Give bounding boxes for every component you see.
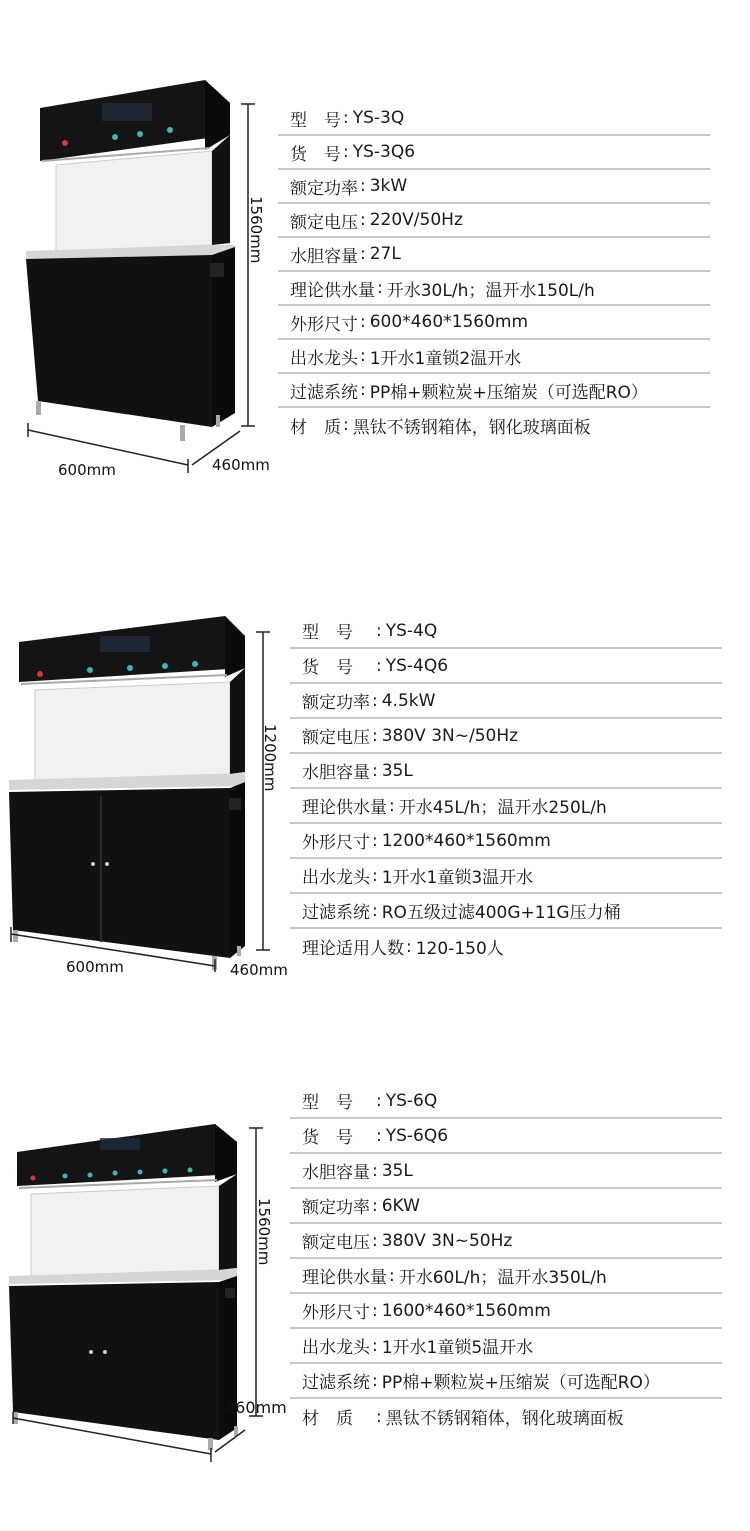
spec-row: 额定功率 : 4.5kW [290,684,722,719]
spec-value: YS-3Q6 [352,142,416,162]
spec-table-1 [278,102,710,442]
spec-label: 货 号 [302,658,353,678]
spec-value: 3kW [369,176,408,196]
water-dispenser-illustration [20,75,250,475]
height-label: 1200mm [261,724,279,792]
spec-row: 型 号 : YS-4Q [290,614,722,649]
water-dispenser-illustration [5,612,255,972]
spec-row: 出水龙头 : 1开水1童锁5温开水 [290,1329,722,1364]
spec-row: 出水龙头 : 1开水1童锁2温开水 [278,340,710,374]
spec-row: 理论适用人数 : 120-150人 [290,929,722,964]
spec-label: 额定功率 [290,178,358,199]
spec-value: 35L [381,1160,413,1181]
spec-value: 6KW [381,1195,420,1216]
spec-value: 27L [369,244,401,264]
spec-row: 出水龙头 : 1开水1童锁3温开水 [290,859,722,894]
depth-label: 460mm [230,961,288,979]
spec-value: PP棉+颗粒炭+压缩炭（可选配RO） [369,382,648,403]
spec-row: 外形尺寸 : 1600*460*1560mm [290,1294,722,1329]
spec-label: 过滤系统 [290,382,358,403]
width-label: 600mm [66,958,124,976]
spec-label: 水胆容量 [302,1163,370,1183]
width-label: 1600mm [68,1400,140,1419]
product-section-2 [0,600,750,1000]
spec-row: 额定功率 : 3kW [278,170,710,204]
spec-row: 材 质 : 黑钛不锈钢箱体，钢化玻璃面板 [278,408,710,442]
spec-row: 过滤系统 : PP棉+颗粒炭+压缩炭（可选配RO） [278,374,710,408]
spec-row: 材 质 : 黑钛不锈钢箱体，钢化玻璃面板 [290,1399,722,1434]
height-label: 1560mm [255,1198,273,1266]
spec-label: 额定功率 [302,1198,370,1218]
spec-value: 黑钛不锈钢箱体，钢化玻璃面板 [385,1409,624,1429]
spec-row: 货 号 : YS-3Q6 [278,136,710,170]
spec-label: 理论供水量 [302,798,387,818]
spec-label: 型 号 [290,110,341,131]
spec-value: 380V 3N~50Hz [381,1230,513,1251]
spec-label: 额定电压 [302,728,370,748]
product-section-1 [0,0,750,500]
spec-row: 型 号 : YS-6Q [290,1084,722,1119]
spec-row: 水胆容量 : 35L [290,1154,722,1189]
spec-label: 货 号 [290,144,341,165]
spec-row: 货 号 : YS-6Q6 [290,1119,722,1154]
spec-row: 型 号 : YS-3Q [278,102,710,136]
height-dimension-line [238,100,258,430]
spec-row: 过滤系统 : PP棉+颗粒炭+压缩炭（可选配RO） [290,1364,722,1399]
spec-label: 出水龙头 [302,1338,370,1358]
spec-value: 1600*460*1560mm [381,1300,551,1321]
spec-value: YS-6Q [385,1090,438,1111]
spec-row: 额定电压 : 380V 3N~50Hz [290,1224,722,1259]
spec-label: 型 号 [302,1093,353,1113]
spec-label: 额定电压 [302,1233,370,1253]
spec-value: 开水30L/h；温开水150L/h [386,280,595,301]
spec-value: 380V 3N~/50Hz [381,725,519,746]
spec-row: 理论供水量 : 开水45L/h；温开水250L/h [290,789,722,824]
spec-value: 600*460*1560mm [369,312,529,332]
spec-table-3 [290,1084,722,1434]
spec-label: 材 质 [290,417,341,438]
spec-label: 额定电压 [290,212,358,233]
spec-row: 理论供水量 : 开水60L/h；温开水350L/h [290,1259,722,1294]
spec-value: 开水60L/h；温开水350L/h [398,1268,607,1288]
spec-value: 开水45L/h；温开水250L/h [398,798,607,818]
spec-label: 理论供水量 [290,280,375,301]
spec-row: 外形尺寸 : 600*460*1560mm [278,306,710,340]
spec-value: YS-3Q [352,108,405,128]
spec-value: RO五级过滤400G+11G压力桶 [381,903,621,923]
spec-label: 外形尺寸 [302,833,370,853]
spec-label: 型 号 [302,623,353,643]
spec-value: 220V/50Hz [369,210,463,230]
spec-label: 外形尺寸 [290,314,358,335]
spec-label: 水胆容量 [302,763,370,783]
spec-row: 货 号 : YS-4Q6 [290,649,722,684]
width-label: 600mm [58,461,116,479]
spec-value: 35L [381,760,413,781]
spec-row: 外形尺寸 : 1200*460*1560mm [290,824,722,859]
spec-value: YS-6Q6 [385,1125,449,1146]
spec-label: 水胆容量 [290,246,358,267]
spec-value: 1开水1童锁3温开水 [381,868,534,888]
spec-value: 1开水1童锁2温开水 [369,348,522,369]
depth-label: 460mm [212,456,270,474]
height-label: 1560mm [247,196,265,264]
spec-label: 理论供水量 [302,1268,387,1288]
spec-value: 黑钛不锈钢箱体，钢化玻璃面板 [352,417,591,438]
spec-label: 出水龙头 [302,868,370,888]
spec-label: 过滤系统 [302,1373,370,1393]
spec-label: 货 号 [302,1128,353,1148]
spec-label: 过滤系统 [302,903,370,923]
spec-row: 水胆容量 : 35L [290,754,722,789]
spec-value: 120-150人 [415,939,504,959]
height-dimension-line [246,1124,266,1420]
spec-value: 1开水1童锁5温开水 [381,1338,534,1358]
spec-row: 理论供水量 : 开水30L/h；温开水150L/h [278,272,710,306]
spec-label: 出水龙头 [290,348,358,369]
spec-row: 过滤系统 : RO五级过滤400G+11G压力桶 [290,894,722,929]
spec-label: 外形尺寸 [302,1303,370,1323]
spec-row: 额定功率 : 6KW [290,1189,722,1224]
spec-row: 额定电压 : 380V 3N~/50Hz [290,719,722,754]
spec-row: 额定电压 : 220V/50Hz [278,204,710,238]
spec-row: 水胆容量 : 27L [278,238,710,272]
depth-label: 460mm [225,1398,287,1417]
product-section-3 [0,1080,750,1531]
spec-label: 材 质 [302,1409,353,1429]
base-dimension-lines [5,1410,255,1470]
spec-table-2 [290,614,722,964]
spec-label: 理论适用人数 [302,939,404,959]
spec-value: PP棉+颗粒炭+压缩炭（可选配RO） [381,1373,660,1393]
spec-label: 额定功率 [302,693,370,713]
spec-value: 4.5kW [381,690,436,711]
spec-value: YS-4Q6 [385,655,449,676]
spec-value: YS-4Q [385,620,438,641]
spec-value: 1200*460*1560mm [381,830,551,851]
